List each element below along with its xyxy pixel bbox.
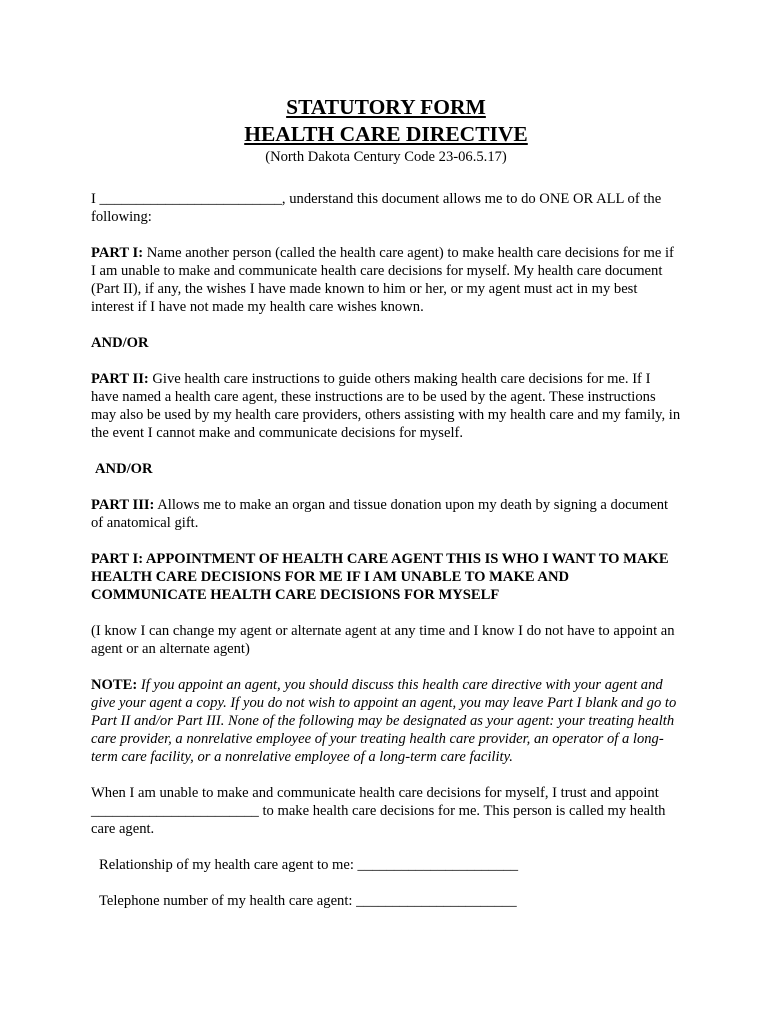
title-line-2: HEALTH CARE DIRECTIVE bbox=[244, 122, 528, 146]
andor-2: AND/OR bbox=[95, 461, 153, 477]
note-text: If you appoint an agent, you should discuss this health care directive with your agent and give your agent a copy. If you do not wish to appoint an agent, you may leave Part I blank and go to Part II and/or Part III. None of the following may be designated as your agent: your treating health care provider, a nonrelative employee of your treating health care provider, an operator of a long-term care facility, or a nonrelative employee of a long-term care facility. bbox=[91, 677, 677, 765]
relationship-field[interactable]: Relationship of my health care agent to me: ______________________ bbox=[99, 857, 519, 873]
intro-paragraph: I _________________________, understand this document allows me to do ONE OR ALL of the following: bbox=[91, 191, 662, 225]
appointment-paragraph: When I am unable to make and communicate health care decisions for myself, I trust and appoint _______________________ to make health care decisions for me. This person is called my health care agent. bbox=[91, 785, 666, 837]
part3-summary bbox=[91, 496, 681, 532]
note-label: NOTE: bbox=[91, 677, 138, 693]
note-paragraph bbox=[91, 676, 681, 766]
part3-label: PART III: bbox=[91, 497, 155, 513]
part1-summary bbox=[91, 244, 681, 316]
citation: (North Dakota Century Code 23-06.5.17) bbox=[265, 149, 507, 165]
part1-text: Name another person (called the health care agent) to make health care decisions for me if I am unable to make and communicate health care decisions for myself. My health care document (Part II), if any, the wishes I have made known to him or her, or my agent must act in my best interest if I have not made my health care wishes known. bbox=[91, 245, 674, 315]
part1-heading: PART I: APPOINTMENT OF HEALTH CARE AGENT THIS IS WHO I WANT TO MAKE HEALTH CARE DECISIONS FOR ME IF I AM UNABLE TO MAKE AND COMMUNICATE HEALTH CARE DECISIONS FOR MYSELF bbox=[91, 551, 669, 603]
change-note: (I know I can change my agent or alternate agent at any time and I know I do not have to appoint an agent or an alternate agent) bbox=[91, 623, 675, 657]
title-line-1: STATUTORY FORM bbox=[286, 95, 486, 119]
part3-text: Allows me to make an organ and tissue donation upon my death by signing a document of anatomical gift. bbox=[91, 497, 669, 531]
document-page bbox=[91, 94, 681, 910]
telephone-field[interactable]: Telephone number of my health care agent: ______________________ bbox=[99, 893, 517, 909]
part1-label: PART I: bbox=[91, 245, 144, 261]
part2-label: PART II: bbox=[91, 371, 149, 387]
andor-1: AND/OR bbox=[91, 335, 149, 351]
part2-text: Give health care instructions to guide others making health care decisions for me. If I have named a health care agent, these instructions are to be used by the agent. These instructions may also be used by my health care providers, others assisting with my health care and my family, in the event I cannot make and communicate decisions for myself. bbox=[91, 371, 681, 441]
part2-summary bbox=[91, 370, 681, 442]
